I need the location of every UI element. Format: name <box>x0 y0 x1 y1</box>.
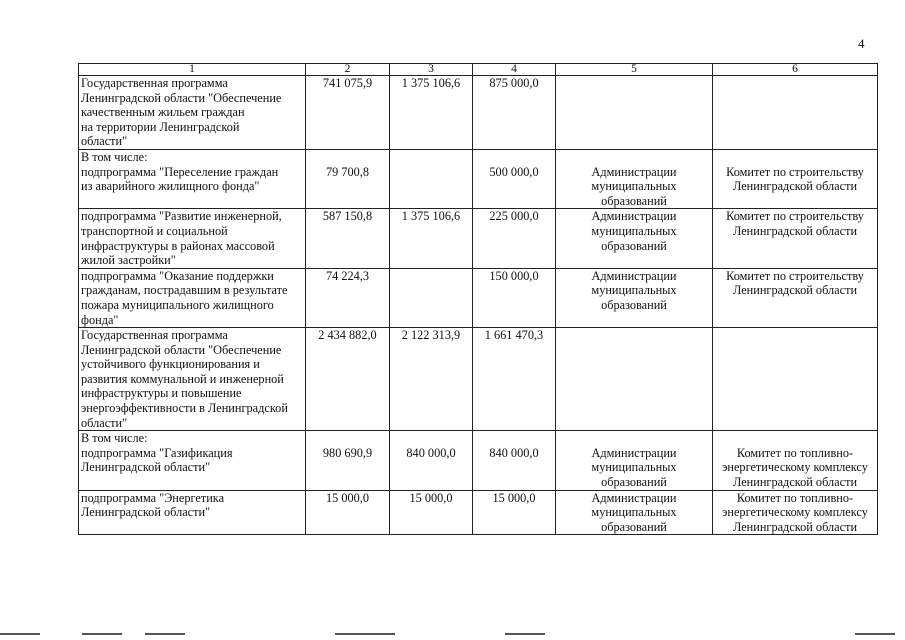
amount-value: 500 000,0 <box>489 164 539 179</box>
amount-col2: 587 150,8 <box>306 209 390 268</box>
program-name-line: подпрограмма "Оказание поддержки <box>81 268 274 283</box>
responsible-cell <box>713 209 878 268</box>
program-name-line: на территории Ленинградской <box>81 119 240 134</box>
scan-edge-mark <box>0 633 40 635</box>
column-number: 4 <box>473 64 556 76</box>
column-number: 6 <box>713 64 878 76</box>
program-name-line: транспортной и социальной <box>81 223 228 238</box>
responsible-cell <box>713 431 878 490</box>
table-row <box>79 268 878 327</box>
responsible-line: Комитет по топливно- <box>736 490 854 505</box>
amount-col3: 15 000,0 <box>390 490 473 535</box>
executor-line: образований <box>601 519 667 534</box>
responsible-line: Ленинградской области <box>732 179 858 194</box>
program-name-line: Государственная программа <box>81 76 228 90</box>
executor-cell <box>556 149 713 208</box>
scan-edge-mark <box>145 633 185 635</box>
program-name-cell <box>79 76 306 150</box>
table-row <box>79 490 878 535</box>
table-row <box>79 209 878 268</box>
amount-col3: 1 375 106,6 <box>390 76 473 150</box>
executor-line: Администрации <box>591 268 677 283</box>
amount-col3: 1 375 106,6 <box>390 209 473 268</box>
column-number: 1 <box>79 64 306 76</box>
program-name-line: устойчивого функционирования и <box>81 357 260 372</box>
amount-col4: 150 000,0 <box>473 268 556 327</box>
scan-edge-mark <box>82 633 122 635</box>
scan-edge-mark <box>335 633 395 635</box>
column-number: 5 <box>556 64 713 76</box>
responsible-line: Комитет по топливно- <box>736 445 854 460</box>
executor-line: образований <box>601 193 667 208</box>
amount-value: 79 700,8 <box>325 164 370 179</box>
executor-line: Администрации <box>591 445 677 460</box>
program-name-cell <box>79 209 306 268</box>
amount-col3: 2 122 313,9 <box>390 328 473 431</box>
scan-edge-mark <box>855 633 895 635</box>
executor-line: образований <box>601 238 667 253</box>
amount-col4: 875 000,0 <box>473 76 556 150</box>
executor-line: муниципальных <box>591 179 677 194</box>
program-name-cell <box>79 490 306 535</box>
amount-col2: 741 075,9 <box>306 76 390 150</box>
responsible-line: Комитет по строительству <box>726 209 864 224</box>
program-name-line: энергоэффективности в Ленинградской <box>81 401 288 416</box>
amount-col2: 2 434 882,0 <box>306 328 390 431</box>
amount-col4 <box>473 149 556 208</box>
page-number: 4 <box>858 36 865 51</box>
program-name-line: Ленинградской области" <box>81 460 211 475</box>
responsible-cell <box>713 490 878 535</box>
column-number: 2 <box>306 64 390 76</box>
responsible-line: Ленинградской области <box>732 223 858 238</box>
amount-value: 840 000,0 <box>406 445 456 460</box>
table-row <box>79 149 878 208</box>
amount-col2 <box>306 149 390 208</box>
executor-cell <box>556 209 713 268</box>
program-name-line: инфраструктуры и повышение <box>81 386 242 401</box>
amount-value: 840 000,0 <box>489 445 539 460</box>
program-name-line: развития коммунальной и инженерной <box>81 371 284 386</box>
responsible-line: Ленинградской области <box>732 283 858 298</box>
amount-col2: 74 224,3 <box>306 268 390 327</box>
table-row <box>79 76 878 150</box>
program-name-cell <box>79 328 306 431</box>
executor-cell <box>556 431 713 490</box>
program-name-line: В том числе: <box>81 431 148 446</box>
amount-col3 <box>390 268 473 327</box>
program-name-line: Ленинградской области" <box>81 505 211 520</box>
program-name-line: качественным жильем граждан <box>81 105 245 120</box>
executor-cell <box>556 490 713 535</box>
program-name-line: области" <box>81 134 128 149</box>
executor-line: Администрации <box>591 490 677 505</box>
responsible-line: Комитет по строительству <box>726 268 864 283</box>
responsible-cell <box>713 328 878 431</box>
executor-cell <box>556 76 713 150</box>
amount-col4: 15 000,0 <box>473 490 556 535</box>
program-name-line: инфраструктуры в районах массовой <box>81 238 275 253</box>
program-name-line: жилой застройки" <box>81 253 176 268</box>
program-name-line: подпрограмма "Переселение граждан <box>81 164 279 179</box>
program-name-line: гражданам, пострадавшим в результате <box>81 283 288 298</box>
program-name-line: подпрограмма "Энергетика <box>81 490 225 505</box>
executor-line: муниципальных <box>591 505 677 520</box>
table-row <box>79 328 878 431</box>
amount-col2: 15 000,0 <box>306 490 390 535</box>
amount-col4: 1 661 470,3 <box>473 328 556 431</box>
responsible-line: Комитет по строительству <box>726 164 864 179</box>
amount-col3 <box>390 149 473 208</box>
column-number: 3 <box>390 64 473 76</box>
scan-edge-mark <box>505 633 545 635</box>
program-name-line: из аварийного жилищного фонда" <box>81 179 260 194</box>
amount-col4: 225 000,0 <box>473 209 556 268</box>
program-name-cell <box>79 149 306 208</box>
responsible-cell <box>713 149 878 208</box>
responsible-line: энергетическому комплексу <box>722 505 868 520</box>
program-name-line: подпрограмма "Газификация <box>81 445 233 460</box>
amount-col2 <box>306 431 390 490</box>
program-name-line: фонда" <box>81 312 119 327</box>
program-name-line: Государственная программа <box>81 328 228 343</box>
table-row <box>79 431 878 490</box>
executor-line: образований <box>601 475 667 490</box>
program-name-line: Ленинградской области "Обеспечение <box>81 342 282 357</box>
executor-line: муниципальных <box>591 223 677 238</box>
responsible-line: энергетическому комплексу <box>722 460 868 475</box>
responsible-cell <box>713 76 878 150</box>
amount-col4 <box>473 431 556 490</box>
program-name-cell <box>79 431 306 490</box>
program-name-line: пожара муниципального жилищного <box>81 297 274 312</box>
program-name-cell <box>79 268 306 327</box>
executor-line: образований <box>601 297 667 312</box>
program-name-line: В том числе: <box>81 149 148 164</box>
amount-value: 980 690,9 <box>322 445 373 460</box>
program-table <box>78 63 878 535</box>
column-number-row <box>79 64 878 76</box>
responsible-line: Ленинградской области <box>732 475 858 490</box>
executor-line: муниципальных <box>591 460 677 475</box>
executor-cell <box>556 268 713 327</box>
executor-line: Администрации <box>591 164 677 179</box>
program-name-line: Ленинградской области "Обеспечение <box>81 90 282 105</box>
responsible-cell <box>713 268 878 327</box>
executor-line: Администрации <box>591 209 677 224</box>
executor-line: муниципальных <box>591 283 677 298</box>
executor-cell <box>556 328 713 431</box>
program-name-line: области" <box>81 415 128 430</box>
program-name-line: подпрограмма "Развитие инженерной, <box>81 209 282 224</box>
amount-col3 <box>390 431 473 490</box>
responsible-line: Ленинградской области <box>732 519 858 534</box>
